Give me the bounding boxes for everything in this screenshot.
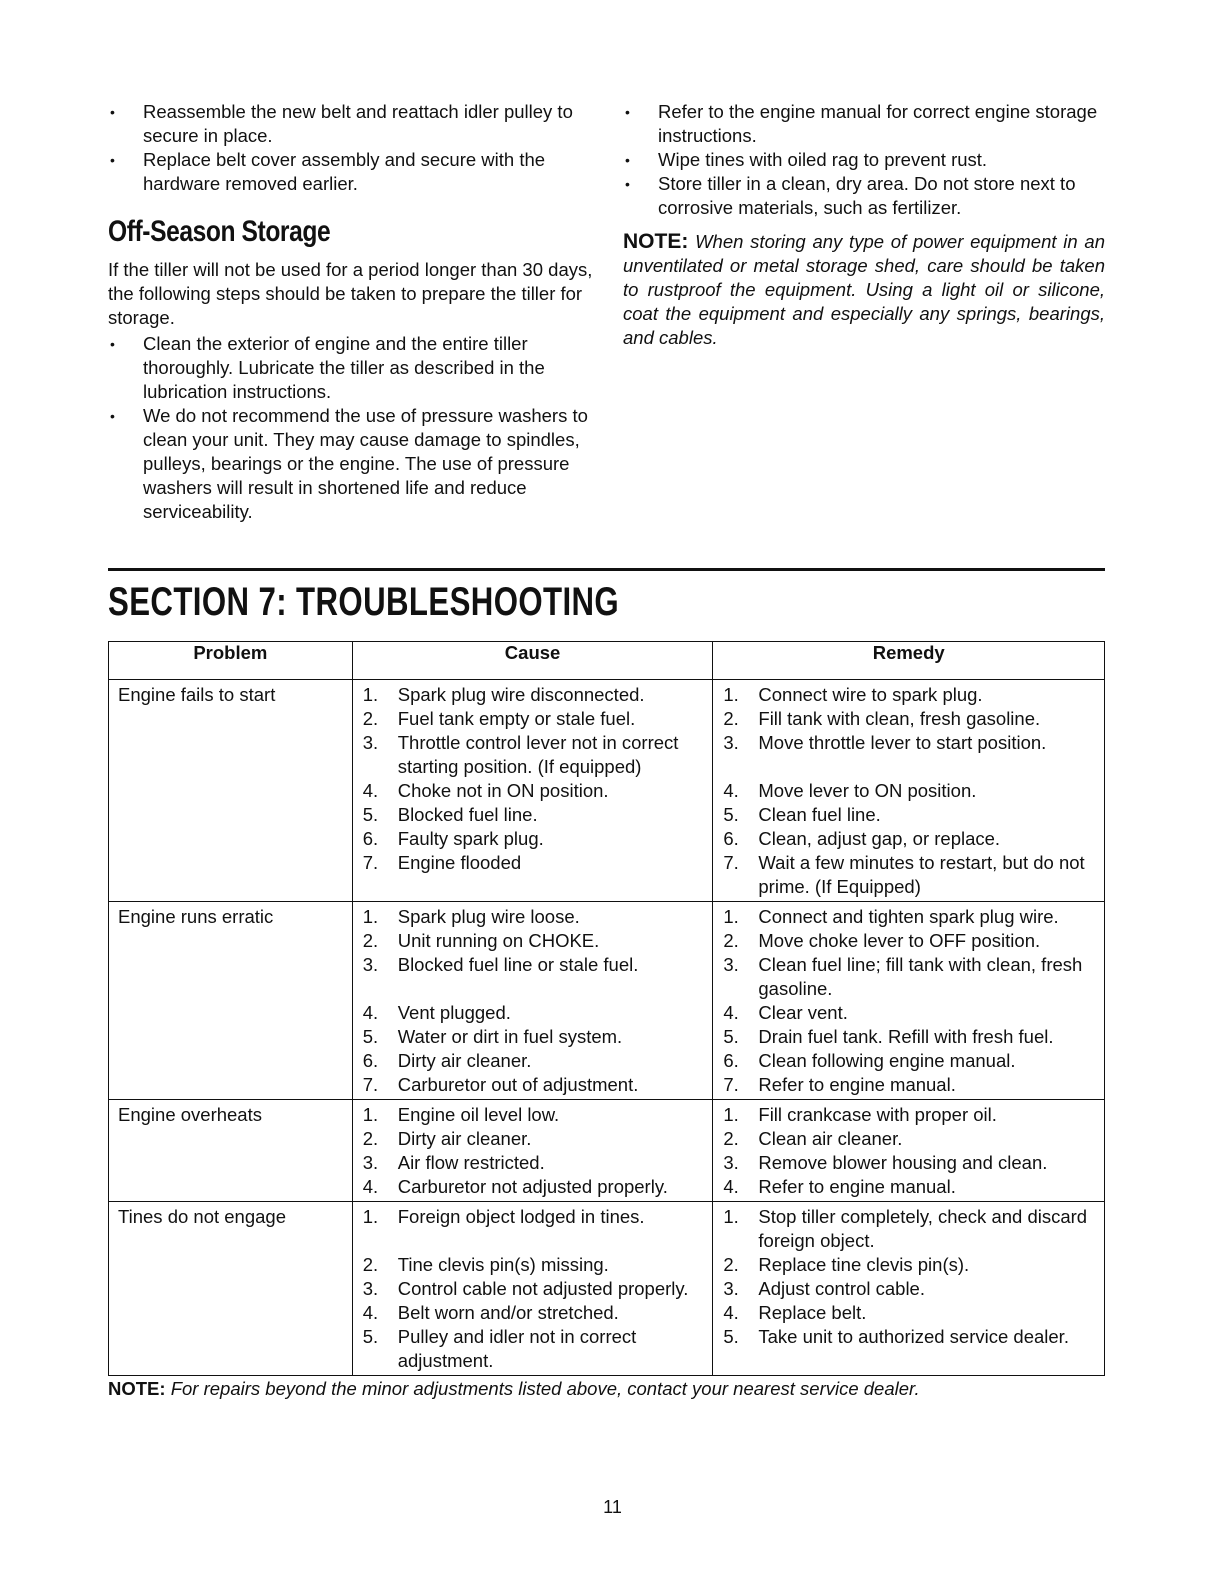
item-number: 3. bbox=[362, 1278, 379, 1299]
item-text: Remove blower housing and clean. bbox=[758, 1152, 1048, 1173]
problem-cell: Engine fails to start bbox=[109, 680, 353, 902]
item-text: Foreign object lodged in tines. bbox=[397, 1206, 645, 1227]
cause-item bbox=[353, 707, 713, 731]
remedy-item bbox=[713, 827, 1104, 851]
item-text: Clean air cleaner. bbox=[758, 1128, 903, 1149]
item-text: Engine oil level low. bbox=[397, 1104, 560, 1125]
item-text: Replace belt. bbox=[758, 1302, 867, 1323]
item-text: Engine flooded bbox=[397, 852, 522, 873]
page-number: 11 bbox=[603, 1497, 622, 1517]
bullet-icon: • bbox=[625, 176, 630, 192]
item-text: Move choke lever to OFF position. bbox=[758, 930, 1041, 951]
item-text: Clear vent. bbox=[758, 1002, 848, 1023]
cause-item bbox=[353, 1301, 713, 1325]
cause-item bbox=[353, 1253, 713, 1277]
item-text: Take unit to authorized service dealer. bbox=[758, 1326, 1069, 1347]
bullet-item: • Reassemble the new belt and reattach idler pulley to secure in place. bbox=[110, 101, 573, 146]
item-text: Choke not in ON position. bbox=[397, 780, 609, 801]
cause-list bbox=[353, 683, 713, 875]
item-text: Blocked fuel line or stale fuel. bbox=[397, 954, 639, 975]
belt-bullets bbox=[108, 100, 598, 196]
remedy-item bbox=[713, 707, 1104, 731]
remedy-list bbox=[713, 905, 1104, 1097]
cause-item bbox=[353, 1127, 713, 1151]
item-number: 5. bbox=[362, 1326, 379, 1347]
item-text: Fill crankcase with proper oil. bbox=[758, 1104, 997, 1125]
item-text: Pulley and idler not in correct adjustment. bbox=[397, 1326, 637, 1371]
item-text: Belt worn and/or stretched. bbox=[397, 1302, 619, 1323]
item-number: 5. bbox=[362, 804, 379, 825]
item-number: 7. bbox=[362, 1074, 379, 1095]
item-text: Control cable not adjusted properly. bbox=[397, 1278, 689, 1299]
cause-item bbox=[353, 1325, 713, 1373]
remedy-item bbox=[713, 905, 1104, 929]
table-header-row bbox=[109, 642, 1105, 680]
problem-cell: Tines do not engage bbox=[109, 1202, 353, 1376]
item-text: Unit running on CHOKE. bbox=[397, 930, 600, 951]
storage-heading: Off-Season Storage bbox=[108, 215, 331, 248]
item-number: 5. bbox=[362, 1026, 379, 1047]
item-number: 2. bbox=[362, 708, 379, 729]
item-text: Clean following engine manual. bbox=[758, 1050, 1016, 1071]
cause-item bbox=[353, 1103, 713, 1127]
item-text: Stop tiller completely, check and discard foreign object. bbox=[758, 1206, 1088, 1251]
bullet-item: • Wipe tines with oiled rag to prevent rust. bbox=[625, 149, 988, 170]
item-text: Refer to engine manual. bbox=[758, 1074, 956, 1095]
item-text: Move lever to ON position. bbox=[758, 780, 977, 801]
header-cause: Cause bbox=[352, 642, 713, 680]
bullet-icon: • bbox=[625, 104, 630, 120]
item-number: 4. bbox=[362, 780, 379, 801]
item-text: Replace tine clevis pin(s). bbox=[758, 1254, 970, 1275]
remedy-item bbox=[713, 803, 1104, 827]
remedy-item bbox=[713, 1253, 1104, 1277]
remedy-list bbox=[713, 683, 1104, 899]
item-number: 6. bbox=[362, 1050, 379, 1071]
item-number: 1. bbox=[362, 684, 379, 705]
item-text: Dirty air cleaner. bbox=[397, 1050, 532, 1071]
item-number: 7. bbox=[723, 852, 739, 873]
bullet-item: • Replace belt cover assembly and secure with the hardware removed earlier. bbox=[110, 149, 546, 194]
item-number: 2. bbox=[362, 1128, 379, 1149]
cause-list bbox=[353, 1103, 713, 1199]
item-number: 7. bbox=[723, 1074, 739, 1095]
item-number: 6. bbox=[723, 1050, 739, 1071]
remedy-list bbox=[713, 1103, 1104, 1199]
item-text: Spark plug wire loose. bbox=[397, 906, 580, 927]
remedy-item bbox=[713, 1025, 1104, 1049]
item-number: 3. bbox=[362, 954, 379, 975]
item-number: 3. bbox=[723, 1278, 739, 1299]
bullet-item: • We do not recommend the use of pressure washers to clean your unit. They may cause damage to spindles, pulleys, bearings or the engine. The use of pressure washers will result in shortened life and reduce serviceability. bbox=[110, 405, 588, 522]
bullet-item: • Clean the exterior of engine and the entire tiller thoroughly. Lubricate the tiller as described in the lubrication instructions. bbox=[110, 333, 545, 402]
table-row bbox=[109, 902, 1105, 1100]
item-text: Carburetor not adjusted properly. bbox=[397, 1176, 668, 1197]
remedy-item bbox=[713, 1127, 1104, 1151]
section-title: SECTION 7: TROUBLESHOOTING bbox=[108, 580, 620, 624]
cause-item bbox=[353, 731, 713, 779]
remedy-item bbox=[713, 1073, 1104, 1097]
item-text: Blocked fuel line. bbox=[397, 804, 538, 825]
item-number: 5. bbox=[723, 1026, 739, 1047]
table-row bbox=[109, 680, 1105, 902]
note-label: NOTE: bbox=[623, 230, 689, 253]
remedy-item bbox=[713, 1049, 1104, 1073]
remedy-cell bbox=[713, 1100, 1105, 1202]
item-number: 2. bbox=[723, 930, 739, 951]
item-text: Water or dirt in fuel system. bbox=[397, 1026, 623, 1047]
section-divider bbox=[108, 568, 1105, 571]
cause-item bbox=[353, 1049, 713, 1073]
cause-list bbox=[353, 1205, 713, 1373]
item-text: Vent plugged. bbox=[397, 1002, 511, 1023]
remedy-cell bbox=[713, 1202, 1105, 1376]
item-text: Tine clevis pin(s) missing. bbox=[397, 1254, 609, 1275]
table-row bbox=[109, 1202, 1105, 1376]
item-text: Dirty air cleaner. bbox=[397, 1128, 532, 1149]
item-text: Faulty spark plug. bbox=[397, 828, 544, 849]
remedy-item bbox=[713, 851, 1104, 899]
cause-item bbox=[353, 1151, 713, 1175]
storage-note bbox=[623, 230, 1105, 350]
item-number: 4. bbox=[723, 1176, 739, 1197]
remedy-item bbox=[713, 731, 1104, 755]
bullet-icon: • bbox=[625, 152, 630, 168]
bullet-icon: • bbox=[110, 152, 115, 168]
item-number: 5. bbox=[723, 804, 739, 825]
cause-item bbox=[353, 683, 713, 707]
item-number: 2. bbox=[723, 1128, 739, 1149]
storage-bullets-continued bbox=[623, 100, 1105, 220]
cause-item bbox=[353, 803, 713, 827]
item-number: 4. bbox=[723, 780, 739, 801]
item-number: 1. bbox=[723, 1104, 739, 1125]
cause-item bbox=[353, 827, 713, 851]
bullet-icon: • bbox=[110, 336, 115, 352]
footer-note bbox=[108, 1377, 920, 1401]
bullet-item: • Store tiller in a clean, dry area. Do not store next to corrosive materials, such as fertilizer. bbox=[625, 173, 1076, 218]
cause-item bbox=[353, 851, 713, 875]
item-number: 6. bbox=[723, 828, 739, 849]
item-text: Clean fuel line. bbox=[758, 804, 881, 825]
cause-item bbox=[353, 1175, 713, 1199]
problem-cell: Engine overheats bbox=[109, 1100, 353, 1202]
remedy-item bbox=[713, 779, 1104, 803]
storage-bullets bbox=[108, 332, 598, 524]
item-number: 4. bbox=[723, 1302, 739, 1323]
cause-item bbox=[353, 779, 713, 803]
remedy-item bbox=[713, 1277, 1104, 1301]
cause-cell bbox=[352, 1100, 713, 1202]
item-number: 7. bbox=[362, 852, 379, 873]
item-number: 4. bbox=[723, 1002, 739, 1023]
remedy-item bbox=[713, 1103, 1104, 1127]
item-text: Fuel tank empty or stale fuel. bbox=[397, 708, 636, 729]
item-number: 2. bbox=[723, 1254, 739, 1275]
cause-list bbox=[353, 905, 713, 1097]
item-text: Adjust control cable. bbox=[758, 1278, 925, 1299]
cause-item bbox=[353, 905, 713, 929]
left-column bbox=[108, 100, 598, 524]
remedy-item bbox=[713, 1001, 1104, 1025]
item-text: Wait a few minutes to restart, but do not prime. (If Equipped) bbox=[758, 852, 1085, 897]
cause-item bbox=[353, 1001, 713, 1025]
item-number: 1. bbox=[723, 906, 739, 927]
remedy-item bbox=[713, 683, 1104, 707]
remedy-item bbox=[713, 1151, 1104, 1175]
cause-item bbox=[353, 1277, 713, 1301]
item-text: Throttle control lever not in correct starting position. (If equipped) bbox=[397, 732, 679, 777]
troubleshooting-table bbox=[108, 641, 1105, 1376]
item-text: Carburetor out of adjustment. bbox=[397, 1074, 639, 1095]
remedy-item bbox=[713, 929, 1104, 953]
item-number: 2. bbox=[362, 930, 379, 951]
problem-cell: Engine runs erratic bbox=[109, 902, 353, 1100]
storage-intro: If the tiller will not be used for a period longer than 30 days, the following steps should be taken to prepare the tiller for storage. bbox=[108, 259, 593, 328]
remedy-list bbox=[713, 1205, 1104, 1349]
item-number: 3. bbox=[723, 1152, 739, 1173]
header-problem: Problem bbox=[109, 642, 353, 680]
item-number: 1. bbox=[362, 906, 379, 927]
item-number: 4. bbox=[362, 1176, 379, 1197]
table-body bbox=[109, 680, 1105, 1376]
item-text: Air flow restricted. bbox=[397, 1152, 545, 1173]
remedy-item bbox=[713, 1301, 1104, 1325]
item-number: 4. bbox=[362, 1302, 379, 1323]
item-text: Connect and tighten spark plug wire. bbox=[758, 906, 1059, 927]
cause-item bbox=[353, 1025, 713, 1049]
item-number: 3. bbox=[723, 954, 739, 975]
item-text: Spark plug wire disconnected. bbox=[397, 684, 645, 705]
item-text: Connect wire to spark plug. bbox=[758, 684, 983, 705]
note-text: When storing any type of power equipment in an unventilated or metal storage shed, care should be taken to rustproof the equipment. Using a light oil or silicone, coat the equipment and especially any springs, bearings, and cables. bbox=[623, 231, 1105, 348]
remedy-item bbox=[713, 953, 1104, 1001]
item-number: 1. bbox=[362, 1104, 379, 1125]
item-number: 5. bbox=[723, 1326, 739, 1347]
item-text: Drain fuel tank. Refill with fresh fuel. bbox=[758, 1026, 1054, 1047]
item-number: 4. bbox=[362, 1002, 379, 1023]
item-number: 6. bbox=[362, 828, 379, 849]
cause-cell bbox=[352, 1202, 713, 1376]
remedy-item bbox=[713, 1205, 1104, 1253]
bullet-icon: • bbox=[110, 408, 115, 424]
table-row bbox=[109, 1100, 1105, 1202]
item-number: 3. bbox=[723, 732, 739, 753]
right-column bbox=[623, 100, 1105, 350]
cause-item bbox=[353, 953, 713, 977]
bullet-icon: • bbox=[110, 104, 115, 120]
item-number: 2. bbox=[362, 1254, 379, 1275]
remedy-item bbox=[713, 1325, 1104, 1349]
item-text: Clean, adjust gap, or replace. bbox=[758, 828, 1001, 849]
cause-item bbox=[353, 929, 713, 953]
item-text: Refer to engine manual. bbox=[758, 1176, 956, 1197]
item-number: 3. bbox=[362, 1152, 379, 1173]
item-number: 1. bbox=[723, 684, 739, 705]
cause-cell bbox=[352, 902, 713, 1100]
item-number: 2. bbox=[723, 708, 739, 729]
header-remedy: Remedy bbox=[713, 642, 1105, 680]
remedy-item bbox=[713, 1175, 1104, 1199]
item-number: 1. bbox=[723, 1206, 739, 1227]
remedy-cell bbox=[713, 902, 1105, 1100]
cause-item bbox=[353, 1073, 713, 1097]
item-number: 3. bbox=[362, 732, 379, 753]
footer-note-text: For repairs beyond the minor adjustments listed above, contact your nearest service dealer. bbox=[170, 1378, 920, 1399]
cause-item bbox=[353, 1205, 713, 1229]
remedy-cell bbox=[713, 680, 1105, 902]
bullet-item: • Refer to the engine manual for correct engine storage instructions. bbox=[625, 101, 1098, 146]
cause-cell bbox=[352, 680, 713, 902]
item-text: Fill tank with clean, fresh gasoline. bbox=[758, 708, 1041, 729]
item-text: Move throttle lever to start position. bbox=[758, 732, 1047, 753]
footer-note-label: NOTE: bbox=[108, 1378, 166, 1399]
item-number: 1. bbox=[362, 1206, 379, 1227]
item-text: Clean fuel line; fill tank with clean, fresh gasoline. bbox=[758, 954, 1083, 999]
